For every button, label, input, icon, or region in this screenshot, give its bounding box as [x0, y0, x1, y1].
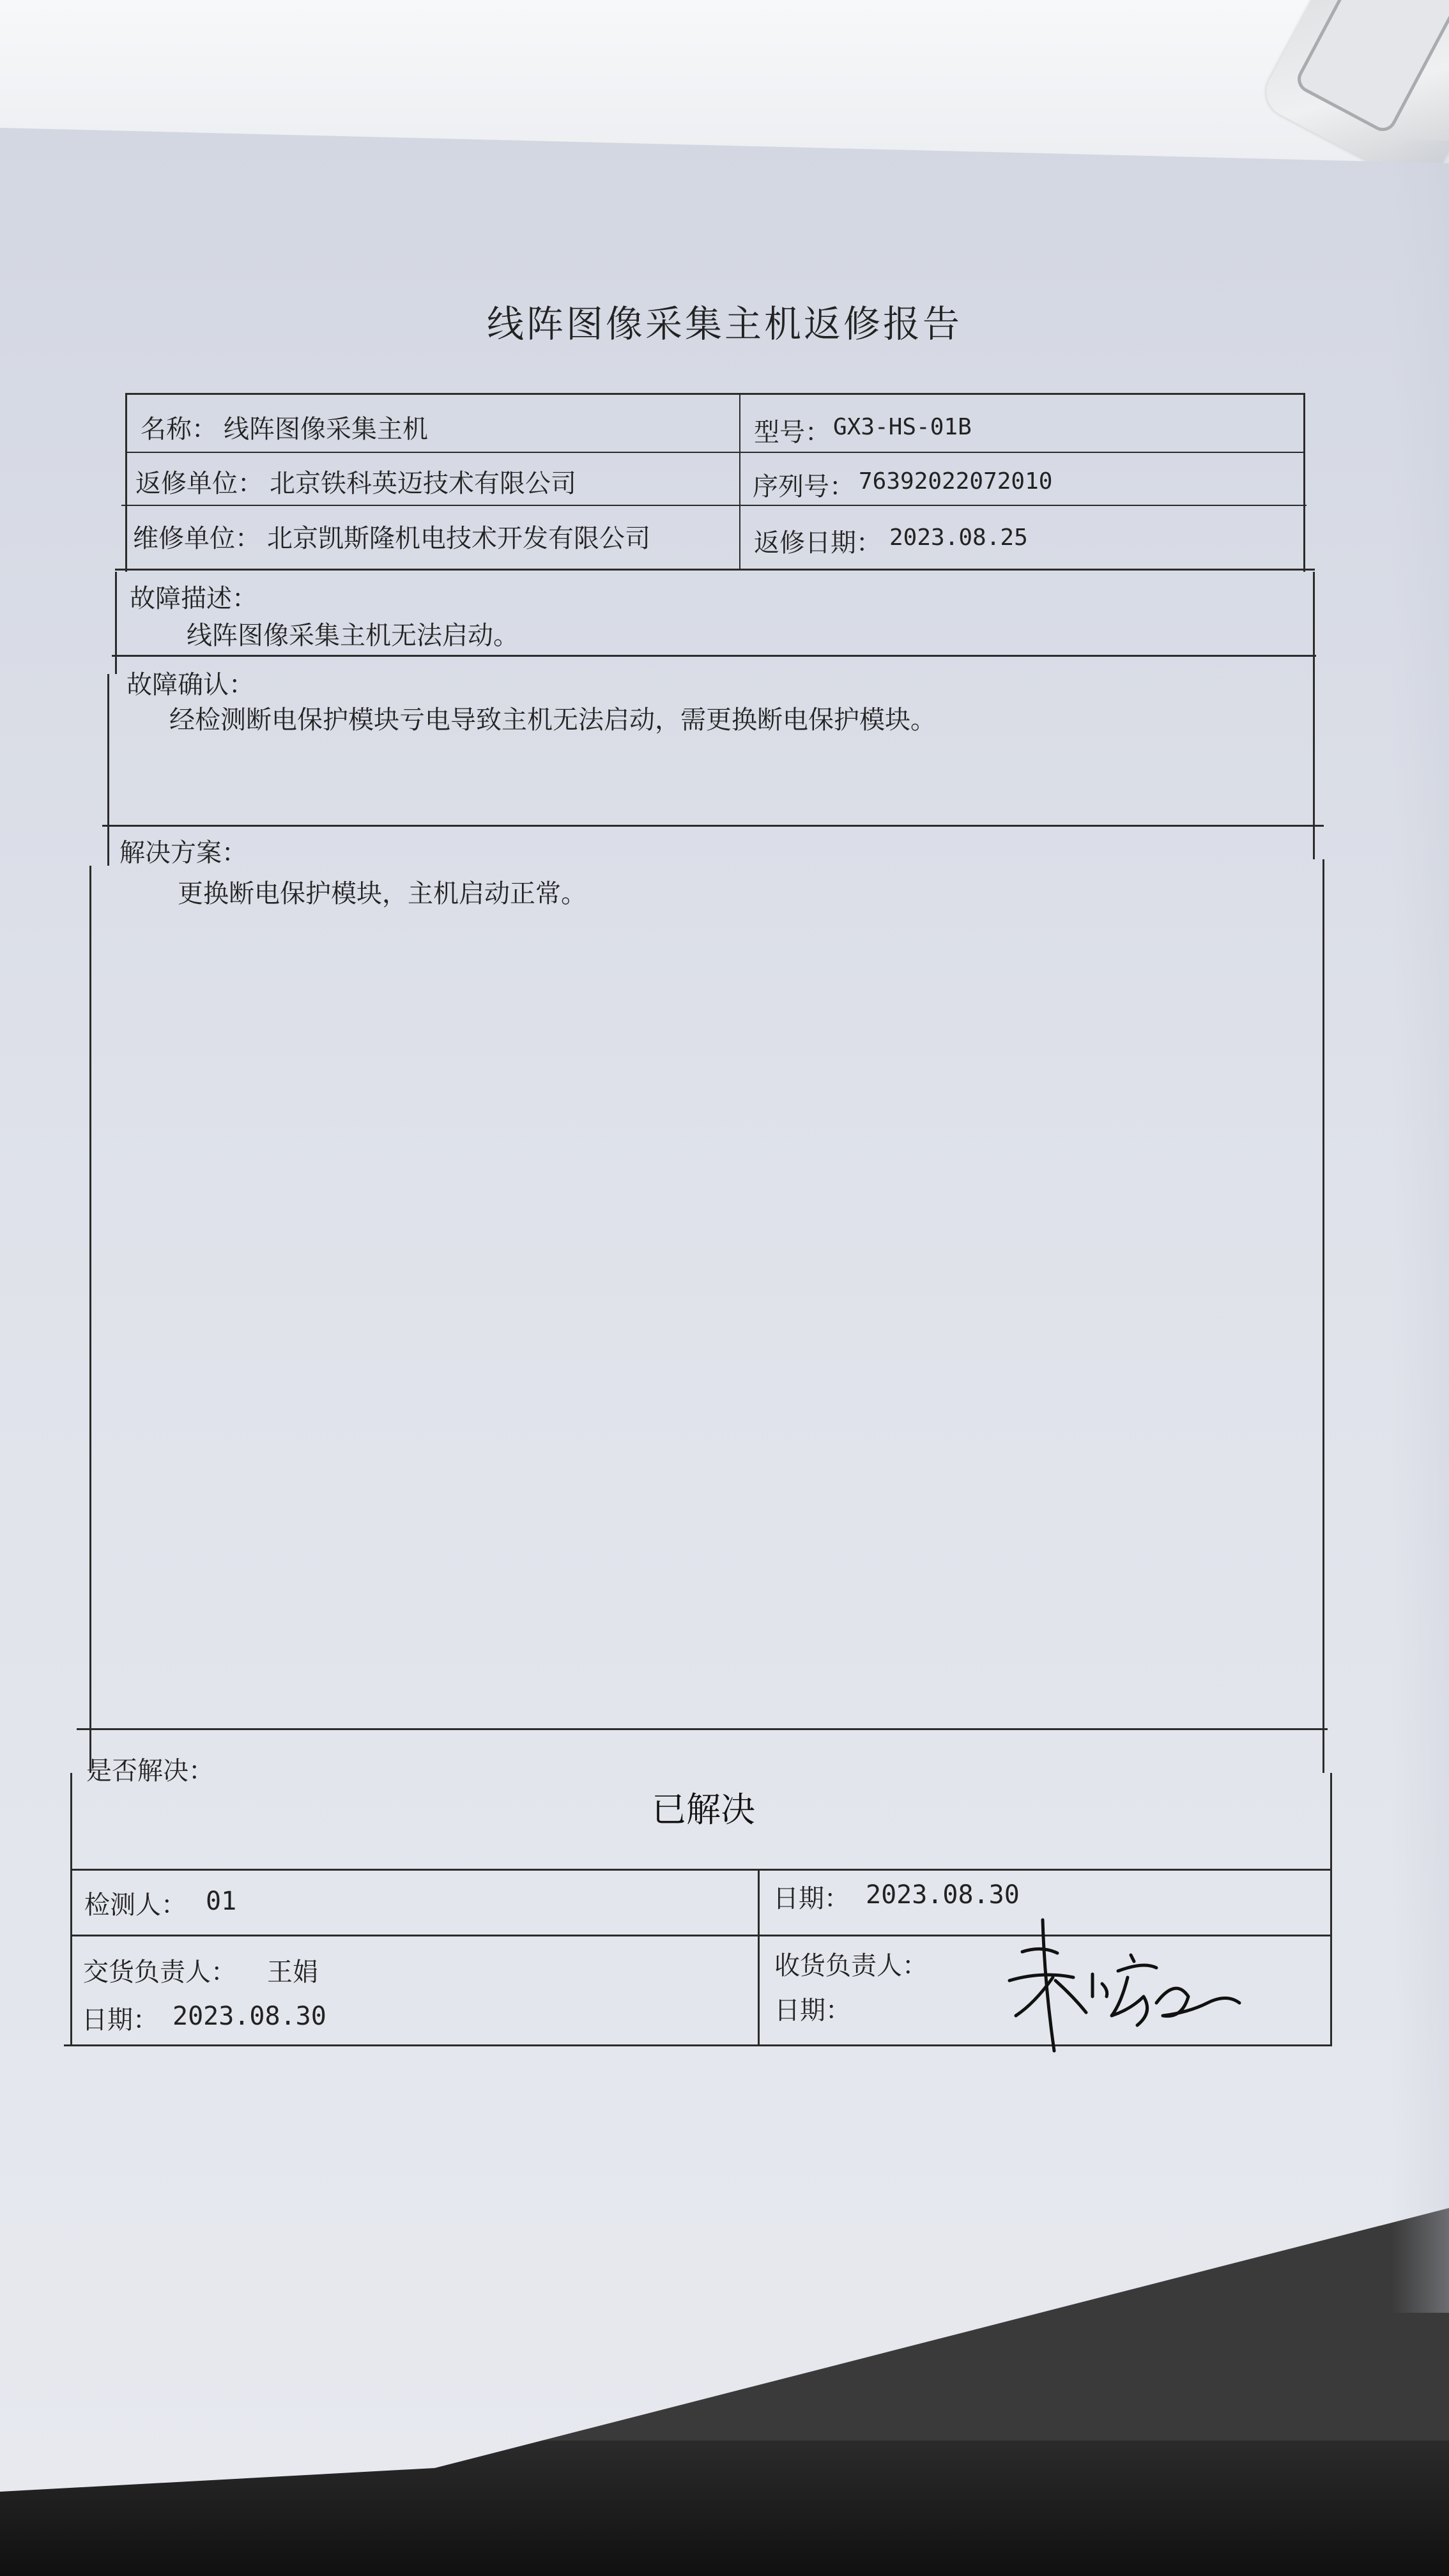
delivery-person-label: 交货负责人：: [83, 1958, 236, 1987]
model-value: GX3-HS-01B: [833, 414, 972, 440]
delivery-date-label: 日期：: [82, 2005, 158, 2035]
delivery-person-value: 王娟: [267, 1958, 318, 1987]
report-title: 线阵图像采集主机返修报告: [486, 302, 962, 346]
receipt-person-label: 收货负责人：: [774, 1951, 928, 1981]
inspect-date-label: 日期：: [773, 1884, 850, 1913]
return-date-value: 2023.08.25: [889, 525, 1028, 551]
fault-description-label: 故障描述：: [130, 584, 257, 613]
repair-unit-label: 维修单位：: [133, 524, 261, 553]
solution-text: 更换断电保护模块，主机启动正常。: [178, 879, 586, 908]
handwritten-signature: [997, 1907, 1265, 2060]
receipt-date-label: 日期：: [774, 1996, 851, 2025]
fault-confirmation-label: 故障确认：: [126, 670, 254, 700]
return-unit-label: 返修单位：: [135, 469, 263, 498]
return-unit-value: 北京铁科英迈技术有限公司: [270, 469, 576, 498]
resolved-value: 已解决: [652, 1790, 755, 1830]
serial-value: 76392022072010: [859, 468, 1053, 494]
delivery-date-value: 2023.08.30: [172, 2002, 326, 2031]
fault-description-text: 线阵图像采集主机无法启动。: [187, 621, 519, 650]
inspector-value: 01: [206, 1887, 237, 1916]
name-label: 名称：: [141, 415, 217, 444]
fault-confirmation-text: 经检测断电保护模块亏电导致主机无法启动，需更换断电保护模块。: [169, 705, 936, 735]
serial-label: 序列号：: [753, 472, 855, 502]
resolved-label: 是否解决：: [86, 1756, 214, 1786]
solution-label: 解决方案：: [119, 838, 247, 868]
inspector-label: 检测人：: [84, 1890, 187, 1920]
repair-unit-value: 北京凯斯隆机电技术开发有限公司: [267, 524, 650, 553]
name-value: 线阵图像采集主机: [224, 415, 428, 444]
return-date-label: 返修日期：: [754, 528, 882, 558]
inspect-date-value: 2023.08.30: [866, 1880, 1020, 1910]
repair-report-form: [64, 393, 1329, 2048]
model-label: 型号：: [754, 418, 831, 447]
